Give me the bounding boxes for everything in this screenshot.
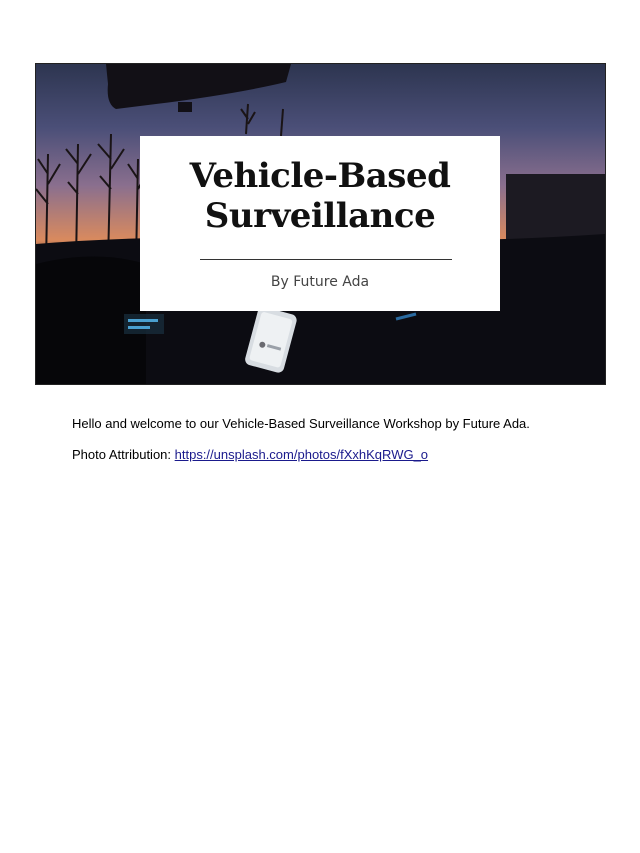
attribution-note bbox=[72, 447, 428, 462]
title-line-1: Vehicle-Based bbox=[189, 156, 451, 196]
title-line-2: Surveillance bbox=[204, 196, 436, 236]
welcome-note: Hello and welcome to our Vehicle-Based Surveillance Workshop by Future Ada. bbox=[72, 416, 530, 431]
slide-image bbox=[35, 63, 606, 385]
title-divider bbox=[200, 259, 452, 260]
attribution-label: Photo Attribution: bbox=[72, 447, 172, 462]
slide-byline: By Future Ada bbox=[270, 274, 370, 290]
title-card bbox=[140, 136, 500, 311]
slide-title bbox=[140, 156, 500, 236]
attribution-link[interactable]: https://unsplash.com/photos/fXxhKqRWG_o bbox=[174, 447, 429, 462]
